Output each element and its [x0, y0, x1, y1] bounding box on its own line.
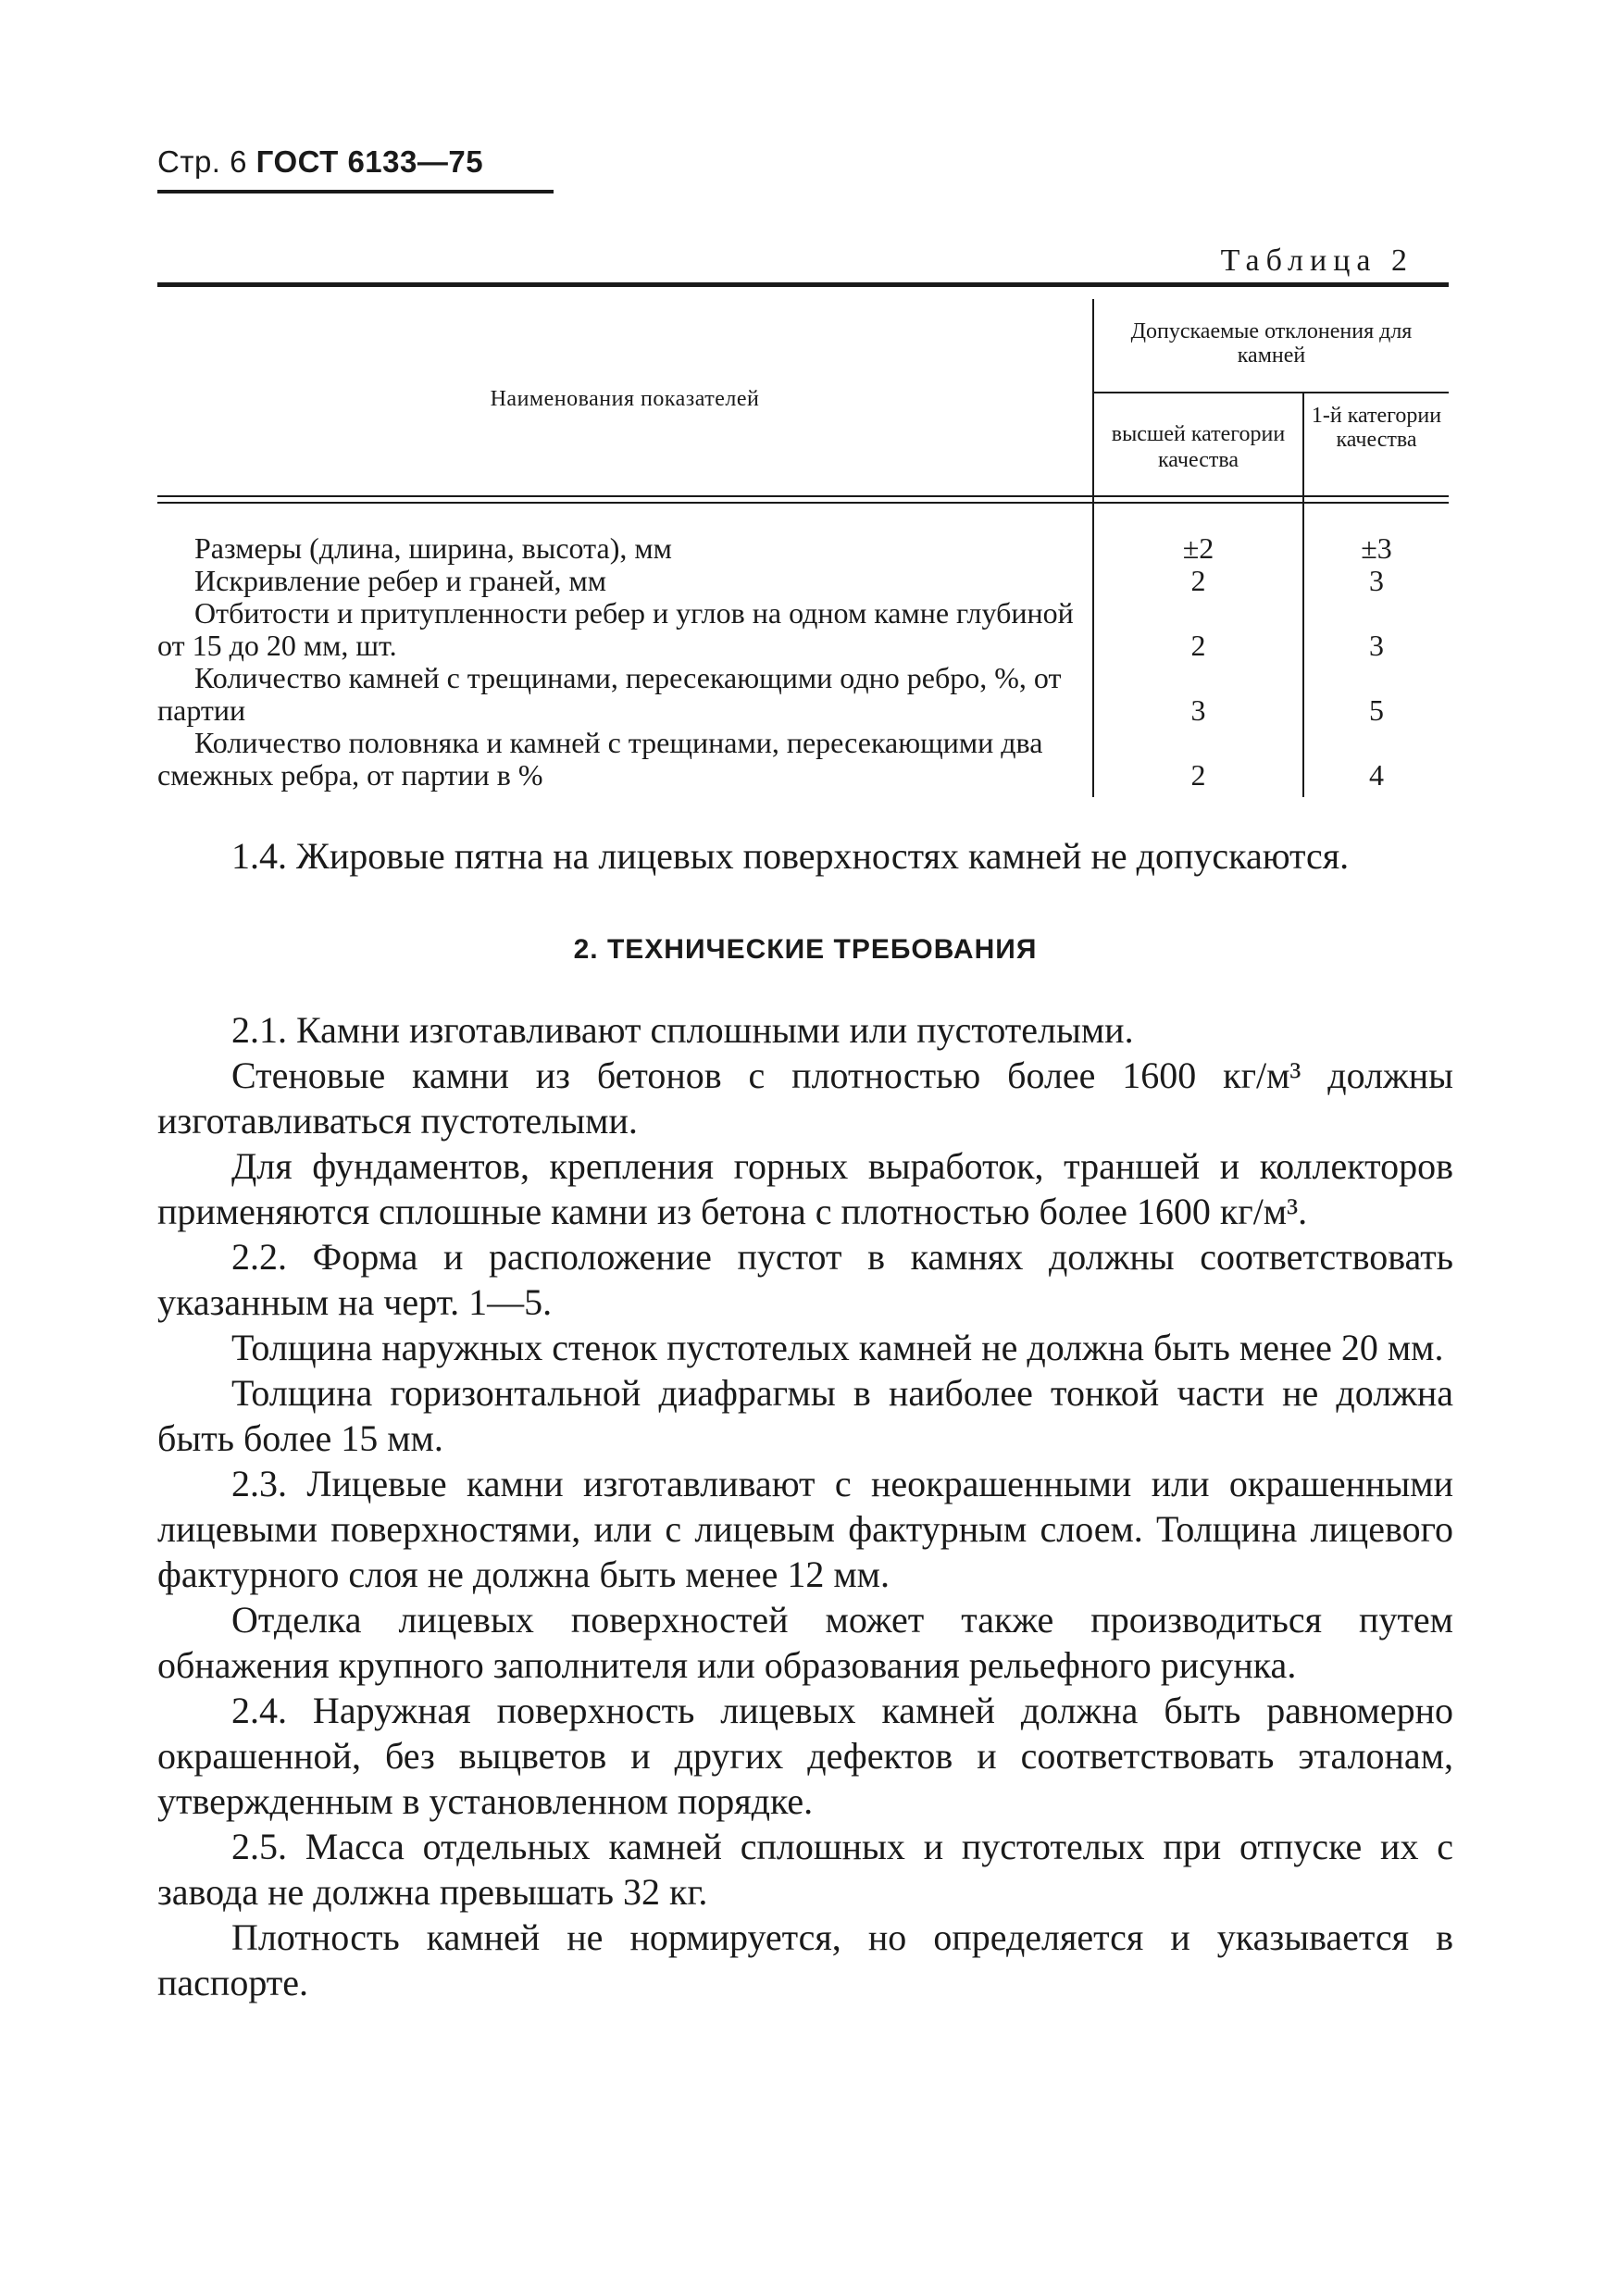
table-top-border — [157, 282, 1449, 287]
paragraph-2-4: 2.4. Наружная поверхность лицевых камней должна быть равномерно окрашенной, без выцветов и других дефектов и соответствовать эталонам, утвержденным в установленном порядке. — [157, 1690, 1453, 1822]
page-number-label: Стр. 6 — [157, 144, 247, 179]
column-header-highest-category: высшей категории качества — [1111, 422, 1286, 472]
row-value-first: ±3 — [1361, 531, 1392, 565]
body-text — [157, 833, 1453, 2005]
paragraph-2-3: 2.3. Лицевые камни изготавливают с неокрашенными или окрашенными лицевыми поверхностями, или с лицевым фактурным слоем. Толщина лицевого фактурного слоя не должна быть менее 12 мм. — [157, 1463, 1453, 1595]
table-caption: Таблица 2 — [1220, 243, 1414, 278]
row-value-first: 4 — [1369, 758, 1384, 792]
table-row — [157, 532, 1449, 565]
paragraph-1-4: 1.4. Жировые пятна на лицевых поверхностях камней не допускаются. — [231, 835, 1350, 877]
row-value-first: 5 — [1369, 693, 1384, 727]
paragraph: Стеновые камни из бетонов с плотностью более 1600 кг/м³ должны изготавливаться пустотелыми. — [157, 1054, 1453, 1142]
table-row — [157, 727, 1449, 792]
row-name: Искривление ребер и граней, мм — [194, 564, 606, 597]
table-subheader-rule — [1094, 392, 1449, 393]
row-value-highest: 2 — [1190, 564, 1206, 597]
paragraph-2-1: 2.1. Камни изготавливают сплошными или пустотелыми. — [231, 1009, 1134, 1051]
table-header-rule — [157, 495, 1449, 497]
paragraph-2-2: 2.2. Форма и расположение пустот в камнях должны соответствовать указанным на черт. 1—5. — [157, 1236, 1453, 1323]
paragraph: Плотность камней не нормируется, но определяется и указывается в паспорте. — [157, 1916, 1453, 2003]
row-value-highest: ±2 — [1182, 531, 1214, 565]
section-title: 2. ТЕХНИЧЕСКИЕ ТРЕБОВАНИЯ — [573, 934, 1038, 965]
header-rule — [157, 190, 554, 193]
column-header-name: Наименования показателей — [490, 387, 760, 411]
table-row — [157, 565, 1449, 597]
paragraph: Толщина горизонтальной диафрагмы в наиболее тонкой части не должна быть более 15 мм. — [157, 1372, 1453, 1459]
paragraph: Для фундаментов, крепления горных выработок, траншей и коллекторов применяются сплошные камни из бетона с плотностью более 1600 кг/м³. — [157, 1145, 1453, 1232]
paragraph: Отделка лицевых поверхностей может также производиться путем обнажения крупного заполнителя или образования рельефного рисунка. — [157, 1599, 1453, 1686]
table-header-rule — [157, 502, 1449, 504]
row-value-highest: 2 — [1190, 758, 1206, 792]
paragraph: Толщина наружных стенок пустотелых камней не должна быть менее 20 мм. — [231, 1327, 1444, 1368]
row-name: Отбитости и притупленности ребер и углов на одном камне глубиной от 15 до 20 мм, шт. — [157, 596, 1074, 662]
row-value-first: 3 — [1369, 564, 1384, 597]
row-value-highest: 2 — [1190, 629, 1206, 662]
row-value-first: 3 — [1369, 629, 1384, 662]
row-name: Количество половняка и камней с трещинами, пересекающими два смежных ребра, от партии в % — [157, 726, 1043, 792]
row-name: Размеры (длина, ширина, высота), мм — [194, 531, 672, 565]
page-header — [157, 144, 483, 181]
column-header-first-category: 1-й категории качества — [1311, 404, 1442, 452]
standard-code: ГОСТ 6133—75 — [255, 144, 484, 179]
table-row — [157, 597, 1449, 662]
table-body — [157, 532, 1449, 792]
paragraph-2-5: 2.5. Масса отдельных камней сплошных и пустотелых при отпуске их с завода не должна превышать 32 кг. — [157, 1826, 1453, 1913]
column-group-header: Допускаемые отклонения для камней — [1130, 319, 1413, 368]
table-row — [157, 662, 1449, 727]
row-value-highest: 3 — [1190, 693, 1206, 727]
row-name: Количество камней с трещинами, пересекающими одно ребро, %, от партии — [157, 661, 1062, 727]
